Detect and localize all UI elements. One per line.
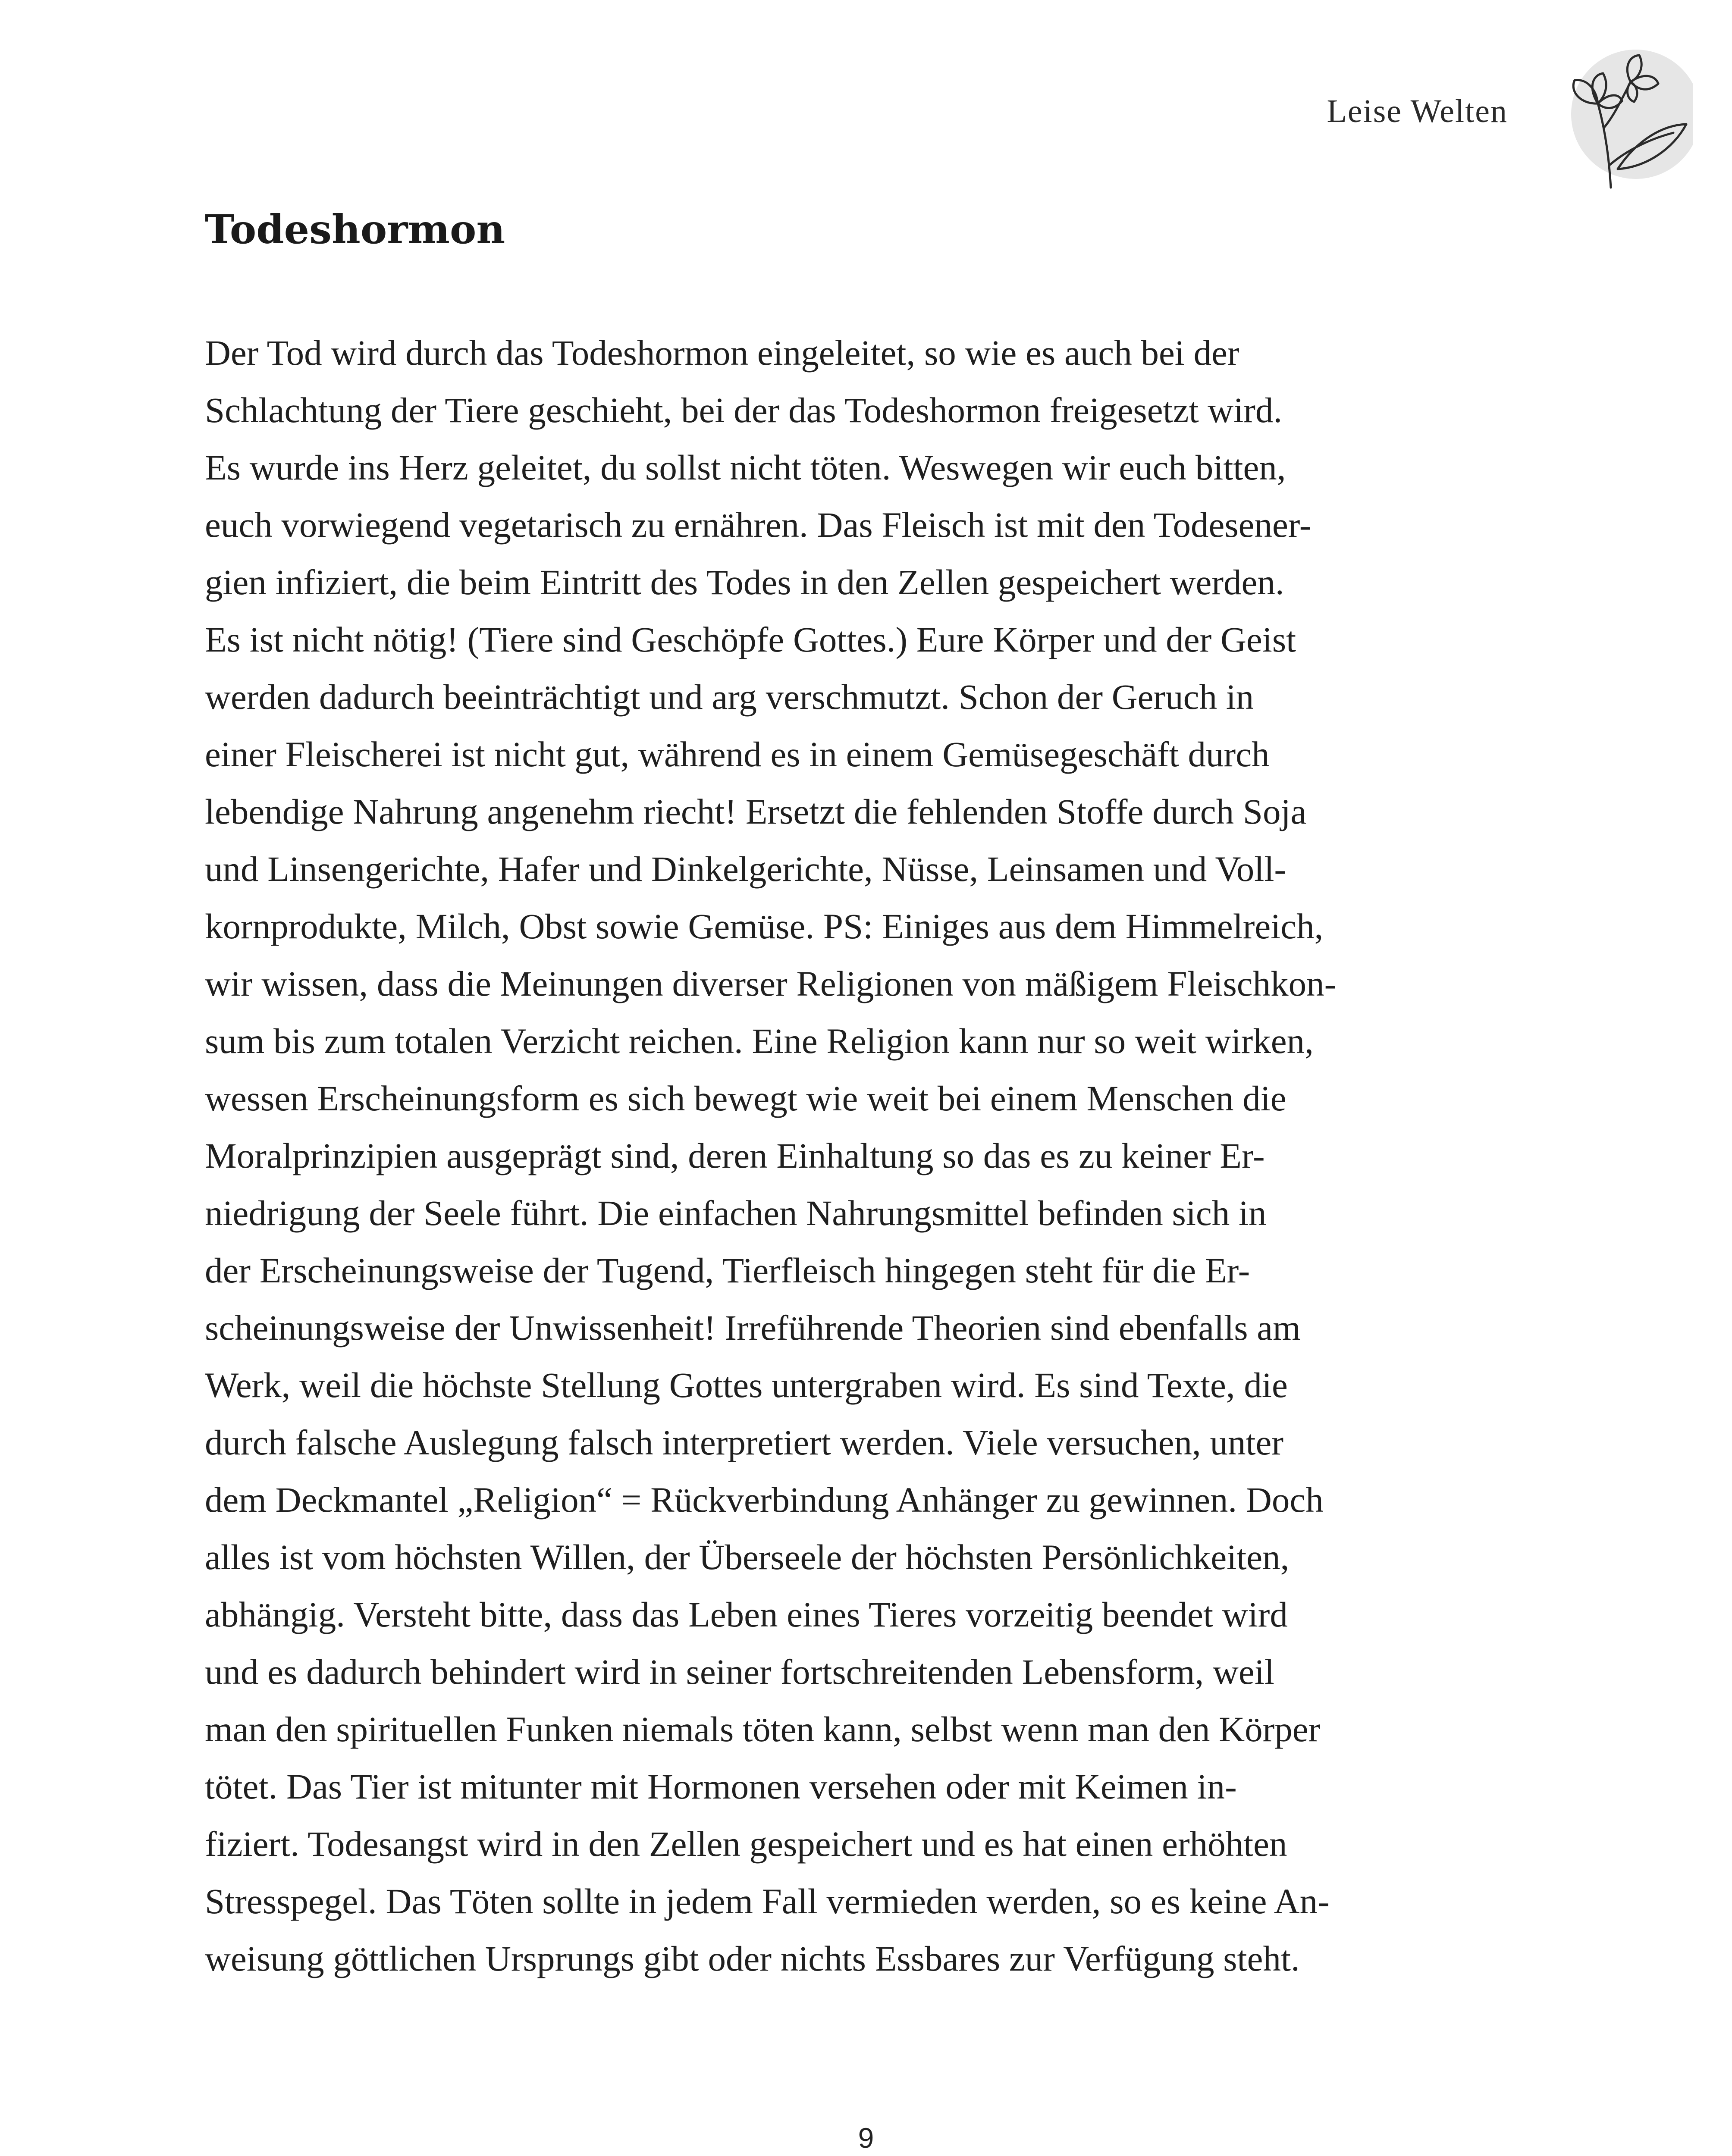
chapter-title: Todeshormon: [205, 206, 505, 253]
text-line: wessen Erscheinungsform es sich bewegt wie weit bei einem Menschen die: [205, 1078, 1286, 1118]
text-line: kornprodukte, Milch, Obst sowie Gemüse. PS: Einiges aus dem Himmelreich,: [205, 906, 1324, 946]
text-line: wir wissen, dass die Meinungen diverser Religionen von mäßigem Fleischkon-: [205, 964, 1337, 1003]
text-line: gien infiziert, die beim Eintritt des Todes in den Zellen gespeichert werden.: [205, 562, 1284, 602]
text-line: einer Fleischerei ist nicht gut, während es in einem Gemüsegeschäft durch: [205, 734, 1270, 774]
text-line: abhängig. Versteht bitte, dass das Leben eines Tieres vorzeitig beendet wird: [205, 1595, 1288, 1634]
text-line: niedrigung der Seele führt. Die einfachen Nahrungsmittel befinden sich in: [205, 1193, 1267, 1233]
text-line: fiziert. Todesangst wird in den Zellen gespeichert und es hat einen erhöhten: [205, 1824, 1287, 1864]
text-line: durch falsche Auslegung falsch interpretiert werden. Viele versuchen, unter: [205, 1423, 1283, 1462]
text-line: Der Tod wird durch das Todeshormon eingeleitet, so wie es auch bei der: [205, 333, 1239, 373]
text-line: lebendige Nahrung angenehm riecht! Ersetzt die fehlenden Stoffe durch Soja: [205, 792, 1307, 831]
text-line: Moralprinzipien ausgeprägt sind, deren Einhaltung so das es zu keiner Er-: [205, 1136, 1265, 1175]
text-line: sum bis zum totalen Verzicht reichen. Eine Religion kann nur so weit wirken,: [205, 1021, 1314, 1061]
text-line: dem Deckmantel „Religion“ = Rückverbindung Anhänger zu gewinnen. Doch: [205, 1480, 1324, 1520]
flower-icon: [1533, 39, 1693, 194]
body-paragraph: [205, 324, 1533, 1987]
page-number: 9: [858, 2122, 874, 2154]
text-line: man den spirituellen Funken niemals töten kann, selbst wenn man den Körper: [205, 1709, 1321, 1749]
text-line: werden dadurch beeinträchtigt und arg verschmutzt. Schon der Geruch in: [205, 677, 1254, 717]
text-line: scheinungsweise der Unwissenheit! Irreführende Theorien sind ebenfalls am: [205, 1308, 1301, 1348]
text-line: der Erscheinungsweise der Tugend, Tierfleisch hingegen steht für die Er-: [205, 1250, 1250, 1290]
text-line: und Linsengerichte, Hafer und Dinkelgerichte, Nüsse, Leinsamen und Voll-: [205, 849, 1286, 889]
text-line: tötet. Das Tier ist mitunter mit Hormonen versehen oder mit Keimen in-: [205, 1767, 1237, 1806]
text-line: Stresspegel. Das Töten sollte in jedem Fall vermieden werden, so es keine An-: [205, 1881, 1330, 1921]
text-line: weisung göttlichen Ursprungs gibt oder nichts Essbares zur Verfügung steht.: [205, 1939, 1300, 1978]
text-line: Schlachtung der Tiere geschieht, bei der das Todeshormon freigesetzt wird.: [205, 390, 1283, 430]
text-line: alles ist vom höchsten Willen, der Überseele der höchsten Persönlichkeiten,: [205, 1537, 1290, 1577]
running-header-title: Leise Welten: [1327, 93, 1508, 129]
text-line: Es wurde ins Herz geleitet, du sollst nicht töten. Weswegen wir euch bitten,: [205, 448, 1286, 487]
text-line: euch vorwiegend vegetarisch zu ernähren. Das Fleisch ist mit den Todesener-: [205, 505, 1312, 545]
text-line: und es dadurch behindert wird in seiner fortschreitenden Lebensform, weil: [205, 1652, 1274, 1692]
text-line: Werk, weil die höchste Stellung Gottes untergraben wird. Es sind Texte, die: [205, 1365, 1288, 1405]
text-line: Es ist nicht nötig! (Tiere sind Geschöpfe Gottes.) Eure Körper und der Geist: [205, 620, 1296, 659]
